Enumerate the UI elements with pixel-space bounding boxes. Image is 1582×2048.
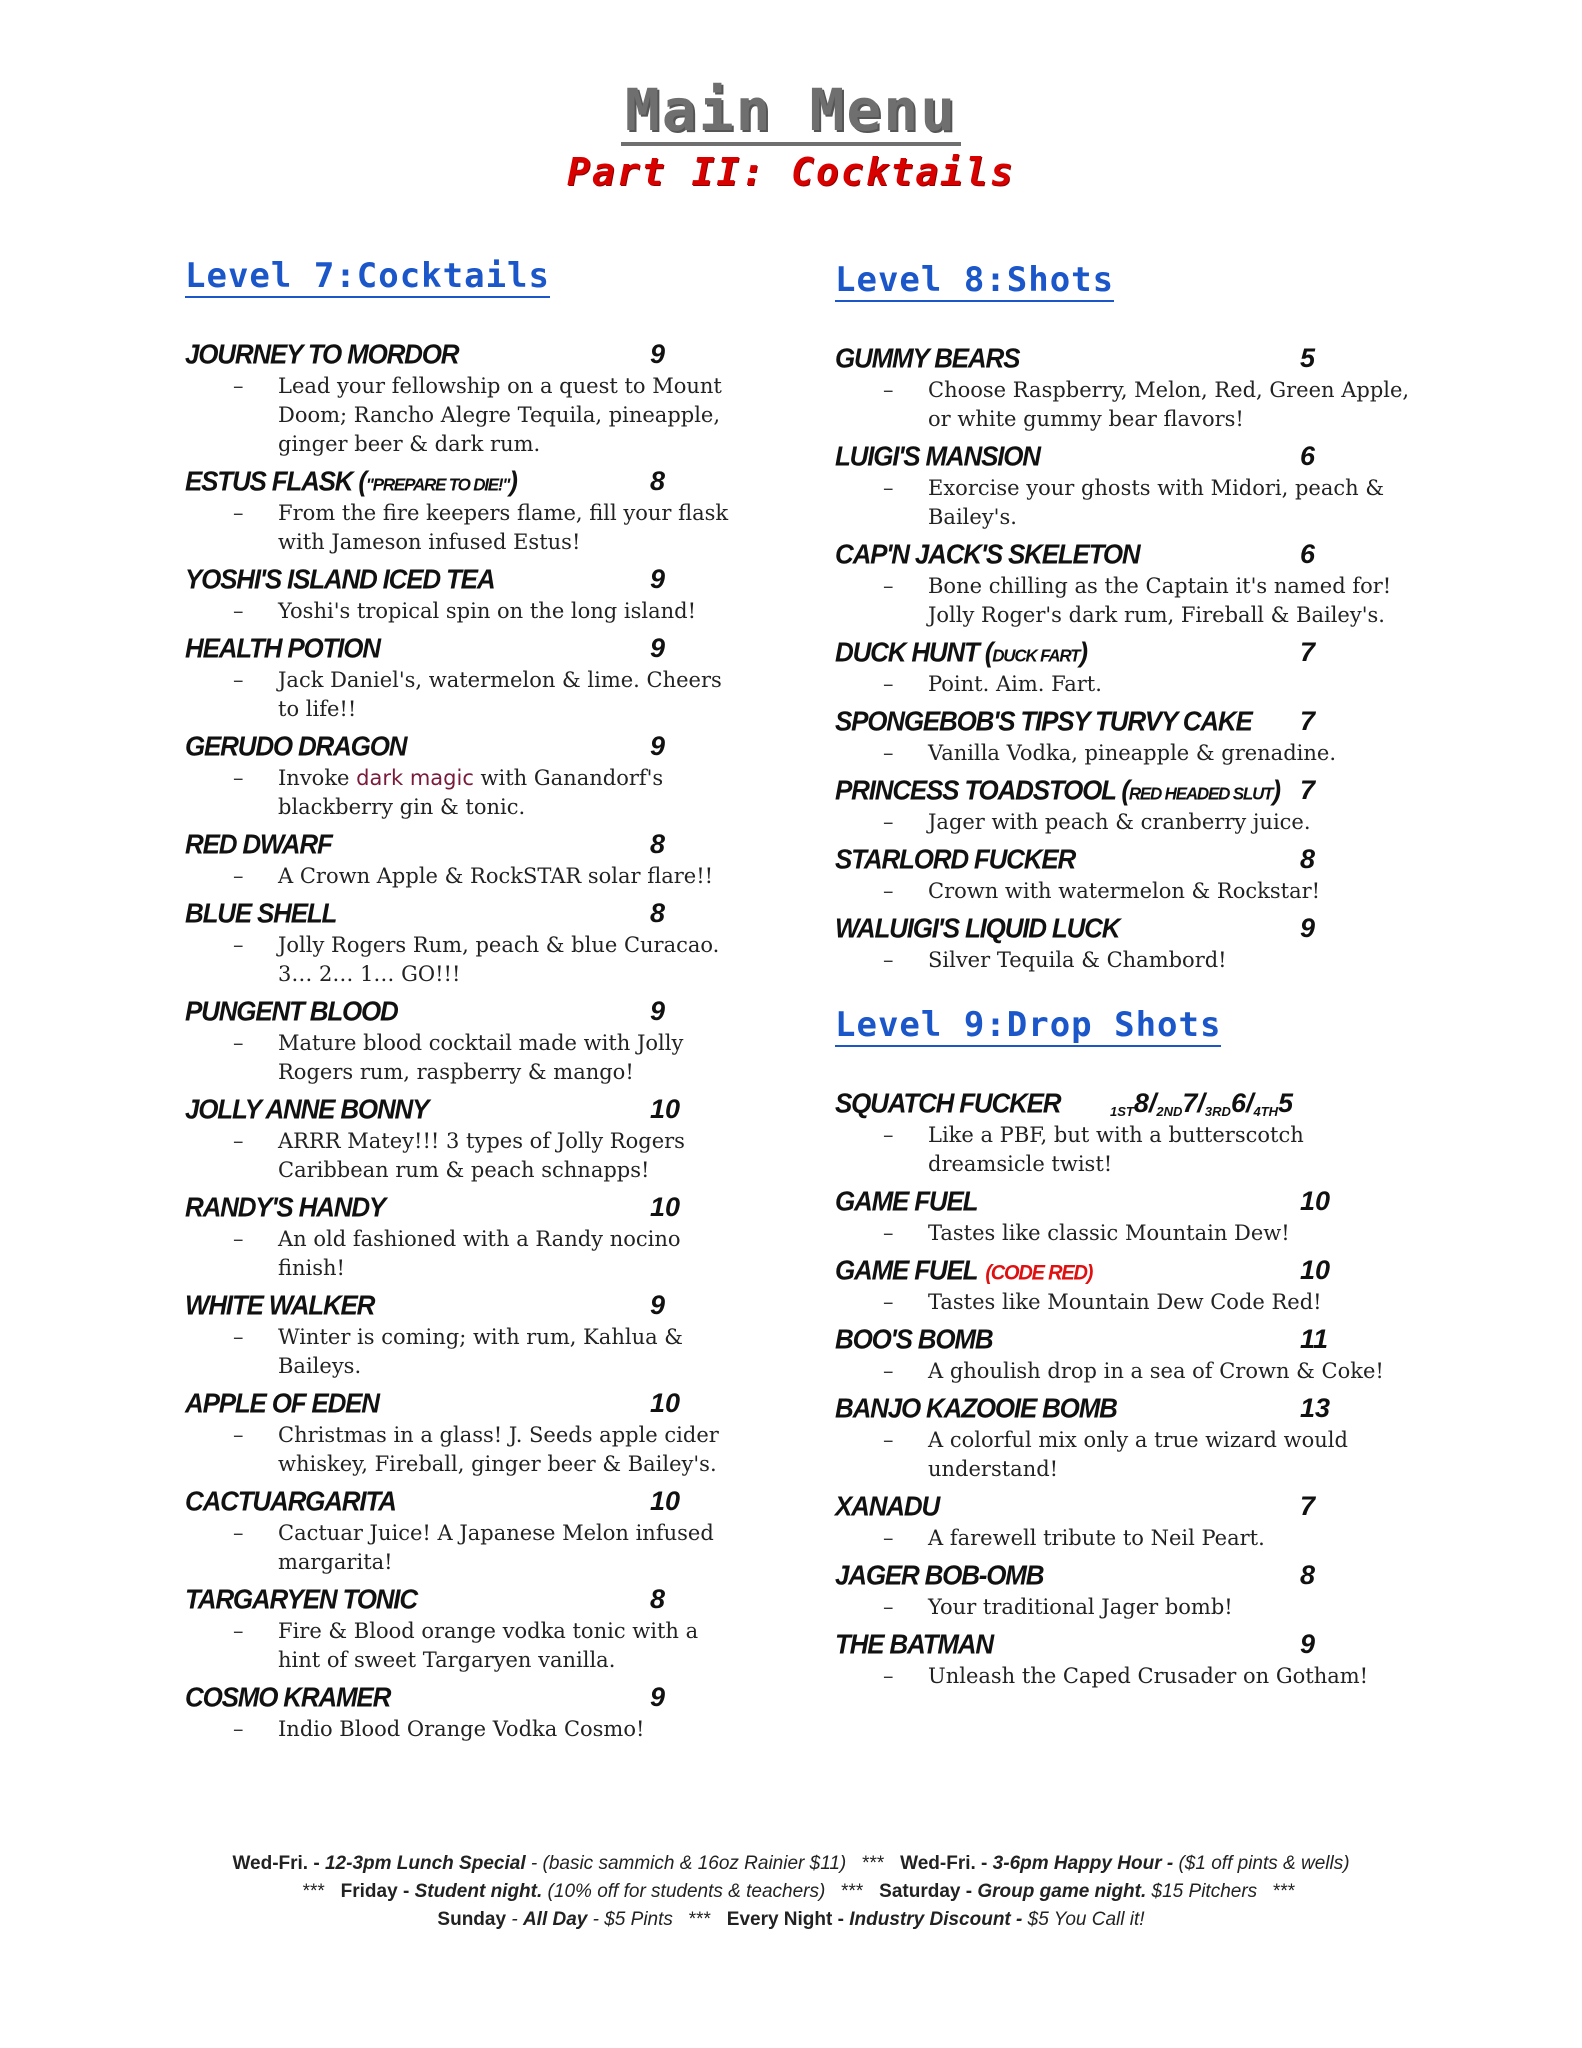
item-name-note: "PREPARE TO DIE!" — [365, 474, 510, 495]
item-description: – Christmas in a glass! J. Seeds apple cider whiskey, Fireball, ginger beer & Bailey's. — [185, 1421, 745, 1479]
footer-sep: - — [960, 1881, 978, 1902]
menu-header — [0, 78, 1582, 194]
item-description: – ARRR Matey!!! 3 types of Jolly Rogers Caribbean rum & peach schnapps! — [185, 1127, 745, 1185]
menu-item — [835, 1252, 1415, 1317]
item-name: STARLORD FUCKER — [835, 843, 1076, 875]
item-description: – Tastes like Mountain Dew Code Red! — [835, 1288, 1415, 1317]
item-description: – Vanilla Vodka, pineapple & grenadine. — [835, 739, 1415, 768]
item-name: LUIGI'S MANSION — [835, 440, 1040, 472]
item-name: WALUIGI'S LIQUID LUCK — [835, 912, 1120, 944]
desc-highlight: dark magic — [356, 766, 474, 790]
menu-item — [185, 895, 745, 989]
footer-sep: - — [506, 1909, 523, 1930]
specials-footer — [200, 1850, 1382, 1934]
menu-item — [835, 340, 1415, 434]
item-description: – From the fire keepers flame, fill your flask with Jameson infused Estus! — [185, 499, 745, 557]
item-price: 9 — [650, 564, 666, 594]
menu-item — [185, 463, 745, 557]
item-description: – Silver Tequila & Chambord! — [835, 946, 1415, 975]
item-price: 7 — [1300, 637, 1316, 667]
tier-price: 5 — [1278, 1088, 1294, 1118]
item-description: – A ghoulish drop in a sea of Crown & Coke! — [835, 1357, 1415, 1386]
item-description: – Jack Daniel's, watermelon & lime. Cheers to life!! — [185, 666, 745, 724]
item-price: 6 — [1300, 441, 1316, 471]
menu-item — [185, 1287, 745, 1381]
menu-item — [835, 910, 1415, 975]
item-name: JAGER BOB-OMB — [835, 1559, 1044, 1591]
footer-special-name: All Day — [522, 1909, 588, 1930]
footer-special-name: 12-3pm Lunch Special — [324, 1853, 526, 1874]
page-subtitle: Part II: Cocktails — [567, 150, 1015, 194]
menu-item — [835, 703, 1415, 768]
item-name-main: GAME FUEL — [835, 1254, 978, 1286]
item-price: 8 — [650, 898, 666, 928]
item-name-note: DUCK FART — [992, 645, 1080, 666]
item-description: – Choose Raspberry, Melon, Red, Green Apple, or white gummy bear flavors! — [835, 376, 1415, 434]
item-price: 9 — [1300, 1629, 1316, 1659]
footer-detail: - (basic sammich & 16oz Rainier $11) — [525, 1853, 847, 1874]
item-name-main: ESTUS FLASK ( — [185, 465, 366, 497]
item-price: 9 — [650, 731, 666, 761]
footer-day: Friday — [340, 1881, 398, 1902]
footer-day: Wed-Fri. — [232, 1853, 309, 1874]
item-name: XANADU — [835, 1490, 940, 1522]
menu-item — [835, 1488, 1415, 1553]
footer-separator: *** — [825, 1881, 880, 1902]
menu-item — [185, 630, 745, 724]
item-description: – Like a PBF, but with a butterscotch dreamsicle twist! — [835, 1121, 1415, 1179]
item-name — [835, 771, 1280, 813]
item-name-end: ) — [1272, 774, 1280, 806]
menu-item — [185, 1679, 745, 1744]
footer-special-name: Group game night. — [977, 1881, 1147, 1902]
item-description: – An old fashioned with a Randy nocino finish! — [185, 1225, 745, 1283]
item-price: 9 — [650, 1682, 666, 1712]
footer-separator: *** — [286, 1881, 341, 1902]
menu-item — [185, 1189, 745, 1283]
item-price: 10 — [650, 1094, 681, 1124]
footer-detail: ($1 off pints & wells) — [1173, 1853, 1350, 1874]
menu-item — [185, 336, 745, 459]
page-title: Main Menu — [621, 78, 961, 146]
footer-day: Sunday — [437, 1909, 507, 1930]
tier-label: 1ST — [1110, 1104, 1134, 1119]
menu-item — [835, 772, 1415, 837]
menu-item — [835, 1183, 1415, 1248]
menu-item — [185, 1483, 745, 1577]
tier-label: 3RD — [1204, 1104, 1231, 1119]
item-name-main: PRINCESS TOADSTOOL ( — [835, 774, 1129, 806]
right-column — [835, 260, 1415, 1695]
level7-heading: Level 7:Cocktails — [185, 256, 550, 296]
item-price: 10 — [1300, 1255, 1331, 1285]
footer-detail: $5 You Call it! — [1022, 1909, 1145, 1930]
item-price: 9 — [650, 339, 666, 369]
menu-item — [835, 1390, 1415, 1484]
item-price: 9 — [650, 996, 666, 1026]
item-price: 10 — [650, 1486, 681, 1516]
footer-special-name: Industry Discount - — [849, 1909, 1023, 1930]
tier-label: 4TH — [1253, 1104, 1279, 1119]
item-price: 9 — [1300, 913, 1316, 943]
item-description: – Yoshi's tropical spin on the long island! — [185, 597, 745, 626]
item-description: – Unleash the Caped Crusader on Gotham! — [835, 1662, 1415, 1691]
item-description: – Crown with watermelon & Rockstar! — [835, 877, 1415, 906]
item-name: BANJO KAZOOIE BOMB — [835, 1392, 1117, 1424]
item-price: 8 — [650, 1584, 666, 1614]
item-description: – Tastes like classic Mountain Dew! — [835, 1219, 1415, 1248]
item-price: 9 — [650, 633, 666, 663]
item-price: 9 — [650, 1290, 666, 1320]
item-price: 10 — [650, 1192, 681, 1222]
item-price: 13 — [1300, 1393, 1331, 1423]
footer-day: Wed-Fri. — [900, 1853, 976, 1874]
menu-item — [835, 536, 1415, 630]
footer-detail: - $5 Pints — [587, 1909, 673, 1930]
item-description: – Your traditional Jager bomb! — [835, 1593, 1415, 1622]
item-name: APPLE OF EDEN — [185, 1387, 379, 1419]
footer-sep: - — [308, 1853, 325, 1874]
item-name: RANDY'S HANDY — [185, 1191, 386, 1223]
item-name-end: ) — [1079, 636, 1087, 668]
desc-text: Invoke — [278, 766, 357, 790]
item-name-main: DUCK HUNT ( — [835, 636, 993, 668]
item-price: 7 — [1300, 1491, 1316, 1521]
footer-special-name: Student night. — [414, 1881, 543, 1902]
item-description: – Exorcise your ghosts with Midori, peach & Bailey's. — [835, 474, 1415, 532]
item-description: – Bone chilling as the Captain it's named for! Jolly Roger's dark rum, Fireball & Bailey's. — [835, 572, 1415, 630]
item-name: PUNGENT BLOOD — [185, 995, 398, 1027]
item-description: – Lead your fellowship on a quest to Mount Doom; Rancho Alegre Tequila, pineapple, ginger beer & dark rum. — [185, 372, 745, 459]
menu-item — [835, 1626, 1415, 1691]
menu-item — [835, 1321, 1415, 1386]
item-name — [835, 633, 1087, 675]
item-description: – Point. Aim. Fart. — [835, 670, 1415, 699]
item-price: 7 — [1300, 775, 1316, 805]
footer-special-name: 3-6pm Happy Hour - — [992, 1853, 1174, 1874]
item-description: – Mature blood cocktail made with Jolly Rogers rum, raspberry & mango! — [185, 1029, 745, 1087]
menu-item — [185, 1385, 745, 1479]
footer-day: Saturday — [879, 1881, 961, 1902]
item-name: SQUATCH FUCKER — [835, 1087, 1061, 1119]
item-name: WHITE WALKER — [185, 1289, 375, 1321]
menu-item — [835, 841, 1415, 906]
item-name: HEALTH POTION — [185, 632, 380, 664]
item-description: – Jolly Rogers Rum, peach & blue Curacao. 3… 2… 1… GO!!! — [185, 931, 745, 989]
menu-item — [835, 634, 1415, 699]
level7-section — [185, 256, 745, 1748]
item-description: – Indio Blood Orange Vodka Cosmo! — [185, 1715, 745, 1744]
footer-separator: *** — [846, 1853, 901, 1874]
item-name: BLUE SHELL — [185, 897, 337, 929]
item-description: – A Crown Apple & RockSTAR solar flare!! — [185, 862, 745, 891]
tier-price: 6/ — [1230, 1088, 1254, 1118]
footer-detail: $15 Pitchers — [1146, 1881, 1258, 1902]
footer-separator: *** — [672, 1909, 727, 1930]
level9-heading: Level 9:Drop Shots — [835, 1005, 1222, 1045]
footer-day: Every Night — [726, 1909, 833, 1930]
menu-item — [185, 561, 745, 626]
item-price: 5 — [1300, 343, 1316, 373]
footer-detail: (10% off for students & teachers) — [542, 1881, 826, 1902]
desc-text: with Ganandorf's blackberry gin & tonic. — [278, 766, 664, 819]
item-name-note: RED HEADED SLUT — [1128, 783, 1273, 804]
item-name-red-note: (CODE RED) — [985, 1261, 1093, 1285]
tier-price: 7/ — [1182, 1088, 1205, 1118]
item-price: 8 — [1300, 844, 1316, 874]
item-description: – Cactuar Juice! A Japanese Melon infused margarita! — [185, 1519, 745, 1577]
item-name: TARGARYEN TONIC — [185, 1583, 417, 1615]
item-name — [185, 462, 517, 504]
tier-price: 8/ — [1133, 1088, 1157, 1118]
item-price: 8 — [1300, 1560, 1316, 1590]
item-description: – A colorful mix only a true wizard would understand! — [835, 1426, 1415, 1484]
item-price: 10 — [650, 1388, 681, 1418]
menu-item — [835, 438, 1415, 532]
item-name — [835, 1251, 1092, 1292]
footer-sep: - — [832, 1909, 850, 1930]
item-name: SPONGEBOB'S TIPSY TURVY CAKE — [835, 705, 1252, 737]
menu-item — [185, 1581, 745, 1675]
item-description: – A farewell tribute to Neil Peart. — [835, 1524, 1415, 1553]
item-price: 10 — [1300, 1186, 1331, 1216]
item-price: 8 — [650, 829, 666, 859]
item-description: – Winter is coming; with rum, Kahlua & Baileys. — [185, 1323, 745, 1381]
item-name: YOSHI'S ISLAND ICED TEA — [185, 563, 495, 595]
item-name-end: ) — [509, 465, 517, 497]
item-name: GAME FUEL — [835, 1185, 978, 1217]
item-name: GERUDO DRAGON — [185, 730, 407, 762]
item-name: JOLLY ANNE BONNY — [185, 1093, 429, 1125]
item-price: 8 — [650, 466, 666, 496]
item-price: 7 — [1300, 706, 1316, 736]
item-name: THE BATMAN — [835, 1628, 993, 1660]
item-name: GUMMY BEARS — [835, 342, 1020, 374]
level8-heading: Level 8:Shots — [835, 260, 1115, 300]
item-name: CACTUARGARITA — [185, 1485, 396, 1517]
tier-label: 2ND — [1156, 1104, 1183, 1119]
menu-item — [185, 993, 745, 1087]
menu-item — [835, 1557, 1415, 1622]
item-description: – Fire & Blood orange vodka tonic with a hint of sweet Targaryen vanilla. — [185, 1617, 745, 1675]
item-name: JOURNEY TO MORDOR — [185, 338, 459, 370]
item-name: BOO'S BOMB — [835, 1323, 993, 1355]
footer-sep: - — [397, 1881, 415, 1902]
menu-item — [185, 826, 745, 891]
item-name: CAP'N JACK'S SKELETON — [835, 538, 1140, 570]
item-description: – Jager with peach & cranberry juice. — [835, 808, 1415, 837]
item-name: COSMO KRAMER — [185, 1681, 391, 1713]
item-name: RED DWARF — [185, 828, 332, 860]
menu-item-squatch — [835, 1085, 1415, 1179]
menu-item — [185, 728, 745, 822]
footer-sep: - — [975, 1853, 993, 1874]
item-description — [185, 764, 745, 822]
item-price: 11 — [1300, 1324, 1329, 1354]
item-price: 6 — [1300, 539, 1316, 569]
footer-separator: *** — [1257, 1881, 1296, 1902]
menu-item — [185, 1091, 745, 1185]
